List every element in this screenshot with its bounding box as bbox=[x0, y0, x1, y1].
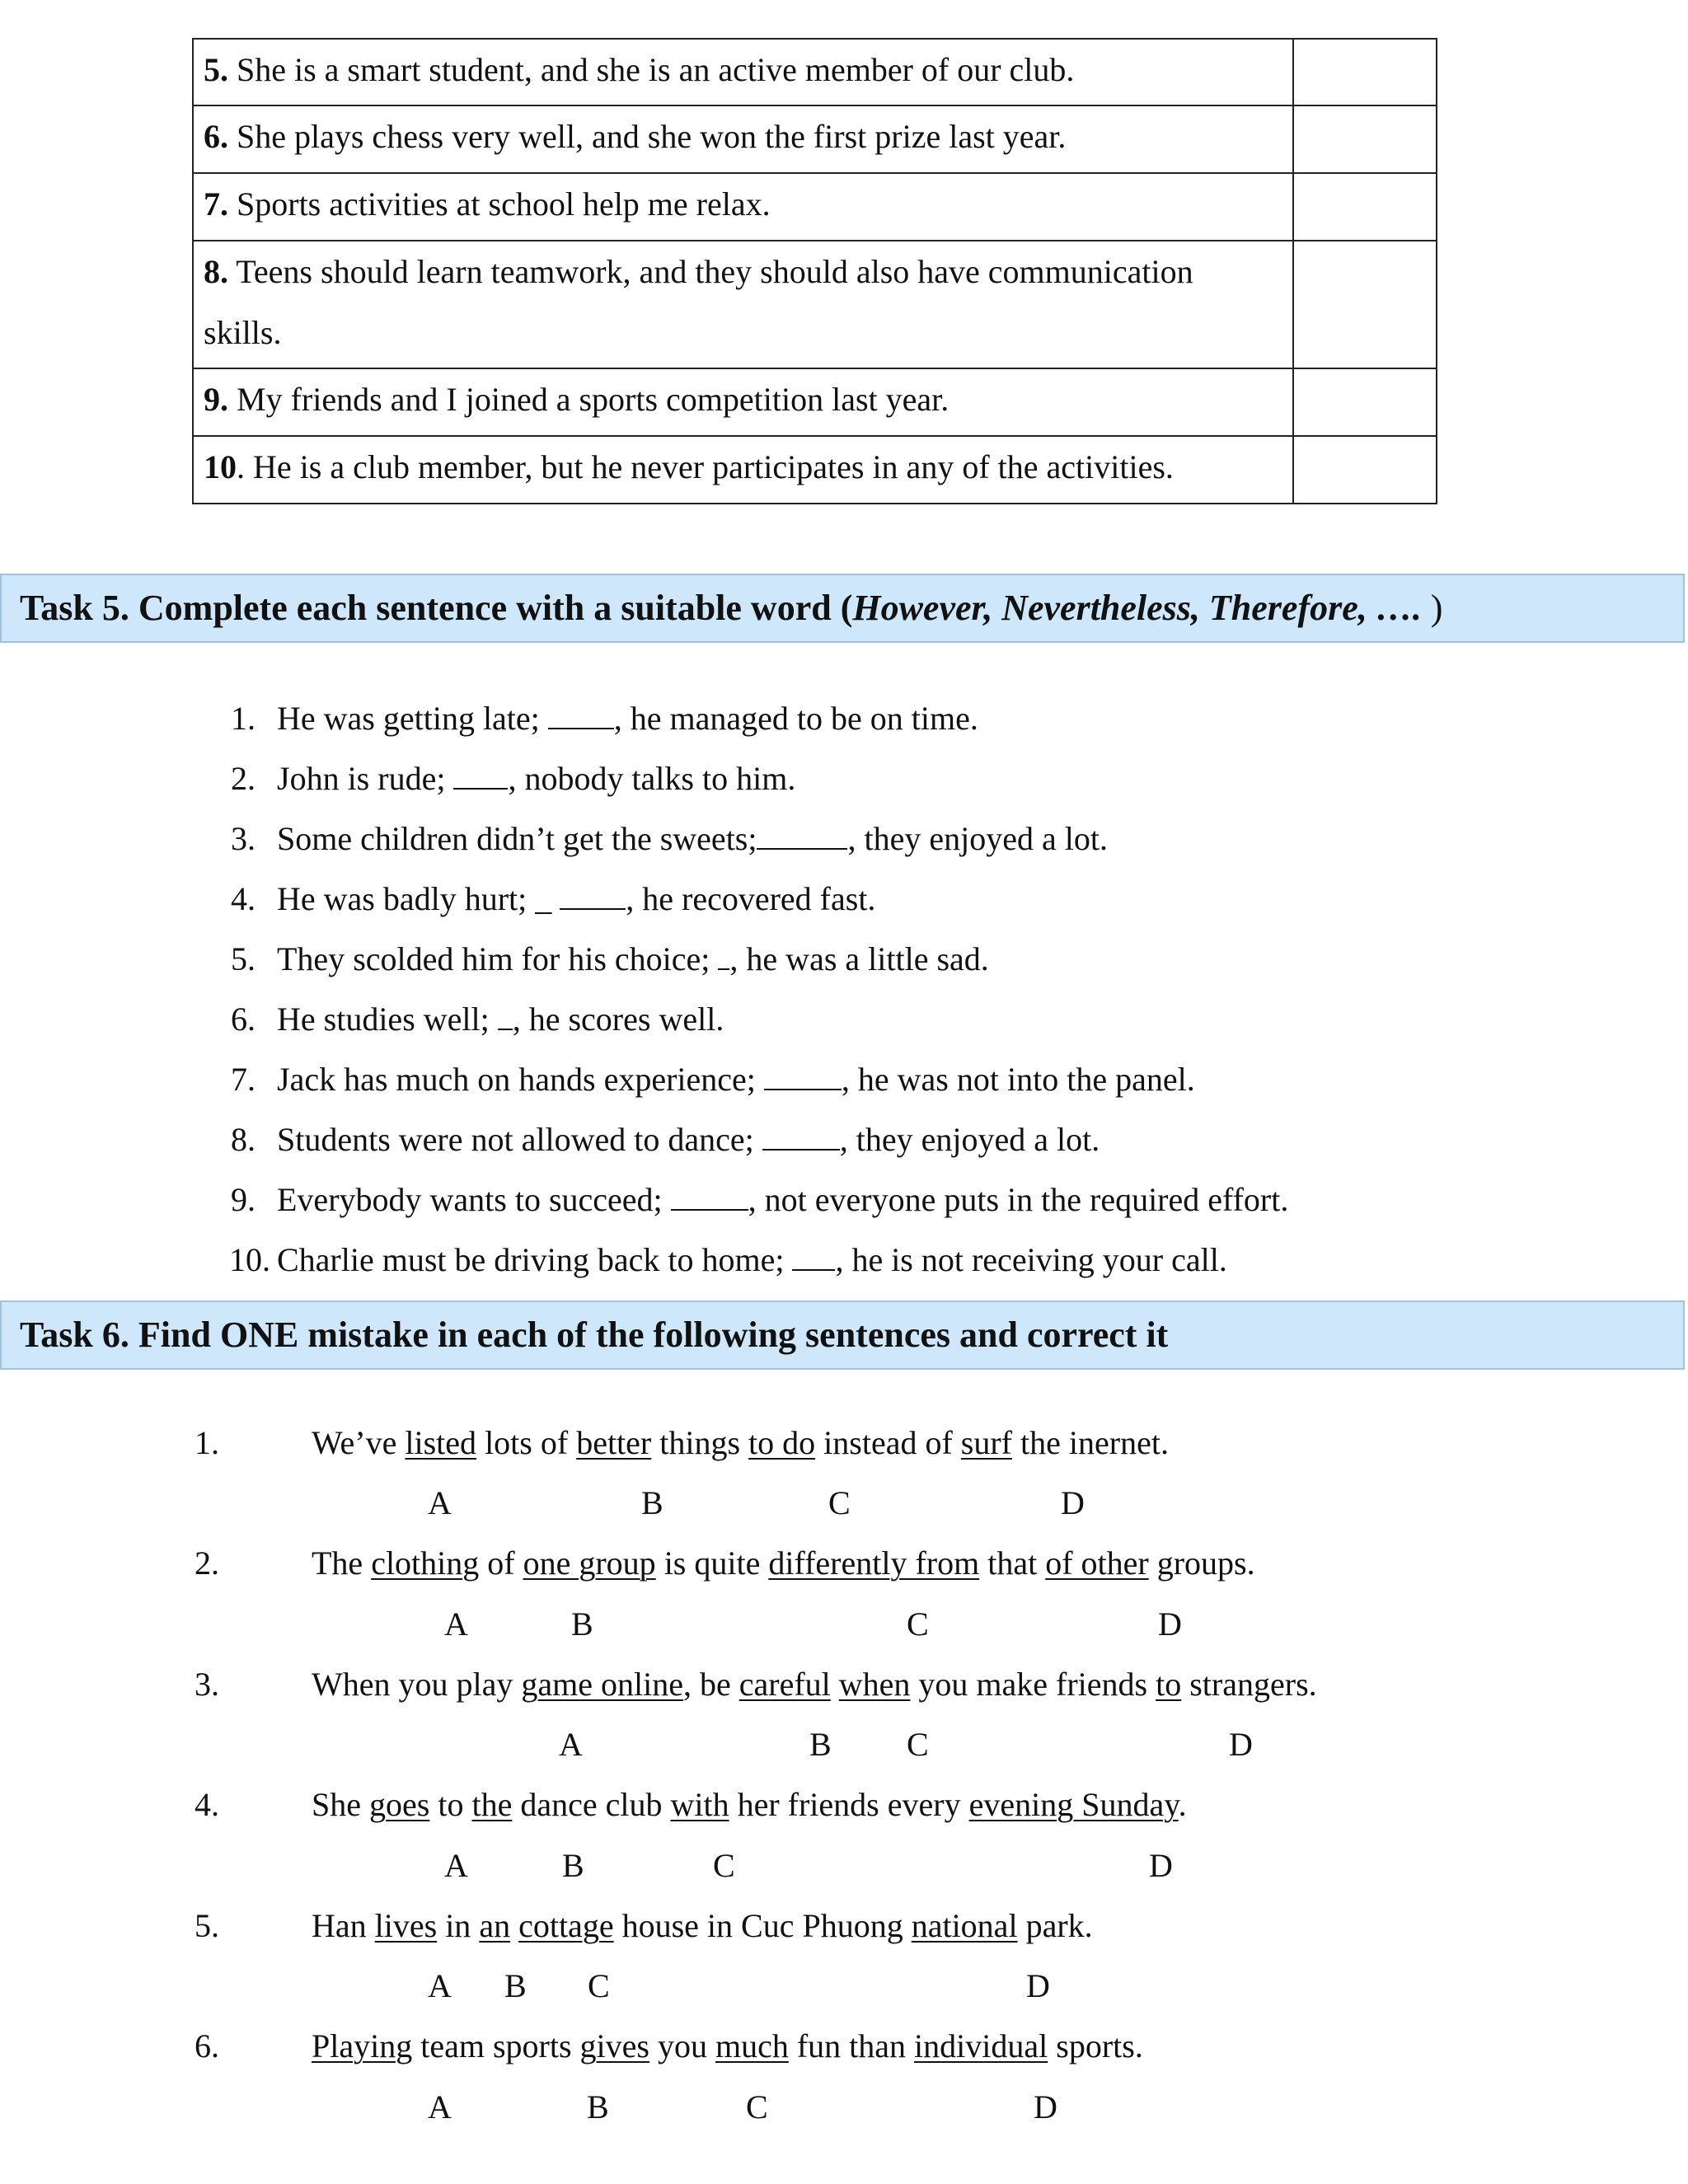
item-text: to bbox=[429, 1786, 472, 1823]
table-cell-sentence bbox=[193, 105, 1293, 173]
option-c-label[interactable]: C bbox=[746, 2088, 768, 2125]
item-text: , he was a little sad. bbox=[729, 940, 989, 977]
table-cell-sentence bbox=[193, 173, 1293, 241]
item-text: Charlie must be driving back to home; bbox=[277, 1241, 793, 1278]
item-text: He was getting late; bbox=[277, 700, 548, 737]
option-a-label[interactable]: A bbox=[444, 1605, 468, 1643]
table-row bbox=[193, 173, 1437, 241]
item-number: 6. bbox=[195, 2027, 219, 2064]
option-a-label[interactable]: A bbox=[444, 1847, 468, 1884]
blank-field[interactable] bbox=[764, 1061, 842, 1090]
option-d-label[interactable]: D bbox=[1229, 1726, 1253, 1763]
list-item bbox=[312, 1906, 1093, 1946]
option-d-text: national bbox=[911, 1907, 1018, 1944]
option-d-label[interactable]: D bbox=[1026, 1967, 1050, 2004]
option-a-label[interactable]: A bbox=[428, 2088, 452, 2125]
answer-cell[interactable] bbox=[1293, 39, 1437, 105]
option-b-label[interactable]: B bbox=[587, 2088, 609, 2125]
item-text: that bbox=[979, 1544, 1046, 1582]
list-item bbox=[277, 1240, 1227, 1280]
item-text: team sports bbox=[412, 2027, 580, 2064]
option-c-label[interactable]: C bbox=[828, 1484, 851, 1521]
option-d-text: to bbox=[1156, 1666, 1182, 1703]
item-number: 1. bbox=[231, 700, 256, 737]
option-b-label[interactable]: B bbox=[641, 1484, 663, 1521]
option-b-text: gives bbox=[579, 2027, 649, 2064]
blank-field[interactable] bbox=[792, 1241, 835, 1271]
list-item bbox=[277, 759, 795, 799]
item-text: He was badly hurt; _ bbox=[277, 880, 560, 917]
list-item bbox=[312, 1665, 1317, 1704]
item-text: , they enjoyed a lot. bbox=[839, 1121, 1100, 1158]
option-a-text: game online bbox=[521, 1666, 683, 1703]
option-c-text: with bbox=[670, 1786, 729, 1823]
table-cell-sentence bbox=[193, 436, 1293, 504]
answer-cell[interactable] bbox=[1293, 173, 1437, 241]
option-c-text: differently from bbox=[768, 1544, 980, 1582]
item-text: We’ve bbox=[312, 1424, 406, 1461]
item-text: , he was not into the panel. bbox=[841, 1061, 1195, 1098]
option-a-label[interactable]: A bbox=[428, 1967, 452, 2004]
item-text: in bbox=[437, 1907, 480, 1944]
option-d-label[interactable]: D bbox=[1061, 1484, 1085, 1521]
item-text: , be bbox=[682, 1666, 739, 1703]
option-d-label[interactable]: D bbox=[1149, 1847, 1173, 1884]
item-text: lots of bbox=[476, 1424, 577, 1461]
option-d-text: of other bbox=[1045, 1544, 1149, 1582]
list-item bbox=[277, 1120, 1100, 1160]
option-d-text: evening Sunday bbox=[968, 1786, 1179, 1823]
task5-title-end: ) bbox=[1421, 588, 1443, 628]
item-number: 6. bbox=[231, 1001, 256, 1038]
list-item bbox=[312, 1785, 1187, 1825]
row-sentence: My friends and I joined a sports competition last year. bbox=[237, 381, 950, 418]
answer-cell[interactable] bbox=[1293, 368, 1437, 436]
option-c-text: cottage bbox=[518, 1907, 614, 1944]
item-text: things bbox=[651, 1424, 749, 1461]
blank-field[interactable] bbox=[453, 760, 508, 790]
option-a-label[interactable]: A bbox=[428, 1484, 452, 1521]
item-text: the inernet. bbox=[1012, 1424, 1169, 1461]
row-sentence: . He is a club member, but he never participates in any of the activities. bbox=[237, 448, 1174, 485]
item-number: 5. bbox=[231, 940, 256, 977]
option-a-text: Playing bbox=[312, 2027, 413, 2064]
item-number: 4. bbox=[195, 1786, 219, 1823]
option-b-label[interactable]: B bbox=[809, 1726, 832, 1763]
list-item bbox=[277, 1060, 1195, 1099]
item-text: instead of bbox=[815, 1424, 961, 1461]
row-number: 9. bbox=[204, 381, 228, 418]
table-cell-sentence bbox=[193, 39, 1293, 105]
option-b-label[interactable]: B bbox=[571, 1605, 593, 1643]
item-text: sports. bbox=[1048, 2027, 1143, 2064]
list-item bbox=[277, 1180, 1288, 1220]
item-text: park. bbox=[1017, 1907, 1093, 1944]
item-text: house in Cuc Phuong bbox=[613, 1907, 912, 1944]
item-number: 2. bbox=[195, 1544, 219, 1582]
blank-field[interactable] bbox=[762, 1121, 840, 1151]
option-c-label[interactable]: C bbox=[713, 1847, 735, 1884]
task5-title-words: However, Nevertheless, Therefore, …. bbox=[852, 588, 1422, 628]
item-text: She bbox=[312, 1786, 369, 1823]
item-text: you bbox=[649, 2027, 715, 2064]
item-text: , they enjoyed a lot. bbox=[847, 820, 1108, 857]
answer-cell[interactable] bbox=[1293, 241, 1437, 368]
item-text: is quite bbox=[655, 1544, 769, 1582]
item-text: , not everyone puts in the required effort. bbox=[748, 1181, 1289, 1218]
item-text: He studies well; bbox=[277, 1001, 498, 1038]
option-b-label[interactable]: B bbox=[562, 1847, 584, 1884]
row-sentence: She plays chess very well, and she won the first prize last year. bbox=[237, 118, 1067, 155]
item-text: Han bbox=[312, 1907, 375, 1944]
list-item bbox=[277, 819, 1108, 859]
option-c-text: when bbox=[838, 1666, 911, 1703]
item-text: , he recovered fast. bbox=[626, 880, 876, 917]
row-number: 8. bbox=[204, 253, 228, 290]
option-c-label[interactable]: C bbox=[907, 1726, 929, 1763]
option-c-label[interactable]: C bbox=[588, 1967, 610, 2004]
item-text: , he managed to be on time. bbox=[613, 700, 978, 737]
option-d-label[interactable]: D bbox=[1158, 1605, 1182, 1643]
option-d-text: individual bbox=[914, 2027, 1048, 2064]
answer-cell[interactable] bbox=[1293, 105, 1437, 173]
row-sentence: Sports activities at school help me relax. bbox=[237, 185, 771, 223]
row-number: 6. bbox=[204, 118, 228, 155]
item-text: , nobody talks to him. bbox=[508, 760, 796, 797]
item-text: Jack has much on hands experience; bbox=[277, 1061, 764, 1098]
answer-cell[interactable] bbox=[1293, 436, 1437, 504]
option-b-text: better bbox=[576, 1424, 652, 1461]
item-text: of bbox=[479, 1544, 523, 1582]
item-text: Everybody wants to succeed; bbox=[277, 1181, 671, 1218]
item-number: 1. bbox=[195, 1424, 219, 1461]
item-number: 7. bbox=[231, 1061, 256, 1098]
option-b-text: one group bbox=[523, 1544, 656, 1582]
list-item bbox=[277, 879, 875, 919]
row-number: 7. bbox=[204, 185, 228, 223]
item-text: John is rude; bbox=[277, 760, 454, 797]
table-row bbox=[193, 39, 1437, 105]
item-text: , he scores well. bbox=[512, 1001, 724, 1038]
task6-header bbox=[0, 1301, 1685, 1370]
answer-table bbox=[192, 38, 1437, 504]
list-item bbox=[277, 940, 989, 979]
row-sentence: Teens should learn teamwork, and they should also have communication bbox=[236, 253, 1193, 290]
item-text: dance club bbox=[512, 1786, 671, 1823]
blank-field[interactable] bbox=[718, 940, 729, 970]
blank-field[interactable] bbox=[757, 820, 847, 850]
option-b-text: careful bbox=[738, 1666, 831, 1703]
task5-header bbox=[0, 574, 1685, 643]
item-text: When you play bbox=[312, 1666, 522, 1703]
item-text: fun than bbox=[788, 2027, 915, 2064]
item-number: 5. bbox=[195, 1907, 219, 1944]
table-cell-sentence bbox=[193, 241, 1293, 368]
item-text: Students were not allowed to dance; bbox=[277, 1121, 762, 1158]
option-b-label[interactable]: B bbox=[504, 1967, 527, 2004]
item-number: 2. bbox=[231, 760, 256, 797]
list-item bbox=[277, 699, 978, 738]
option-a-text: clothing bbox=[371, 1544, 480, 1582]
item-number: 4. bbox=[231, 880, 256, 917]
item-number: 10. bbox=[229, 1241, 270, 1278]
option-c-text: much bbox=[715, 2027, 789, 2064]
table-row bbox=[193, 105, 1437, 173]
blank-field[interactable] bbox=[560, 880, 626, 910]
item-text bbox=[510, 1907, 518, 1944]
item-text: . bbox=[1178, 1786, 1187, 1823]
list-item bbox=[312, 1423, 1169, 1463]
option-d-label[interactable]: D bbox=[1034, 2088, 1057, 2125]
table-row bbox=[193, 436, 1437, 504]
item-text bbox=[831, 1666, 839, 1703]
option-a-text: lives bbox=[374, 1907, 438, 1944]
item-number: 3. bbox=[195, 1666, 219, 1703]
item-text: you make friends bbox=[910, 1666, 1156, 1703]
option-c-label[interactable]: C bbox=[907, 1605, 929, 1643]
item-number: 9. bbox=[231, 1181, 256, 1218]
list-item bbox=[277, 1000, 724, 1039]
blank-field[interactable] bbox=[548, 700, 614, 729]
option-b-text: an bbox=[479, 1907, 511, 1944]
item-text: , he is not receiving your call. bbox=[835, 1241, 1227, 1278]
list-item bbox=[312, 2027, 1143, 2066]
item-text: They scolded him for his choice; bbox=[277, 940, 719, 977]
item-text: her friends every bbox=[729, 1786, 969, 1823]
option-d-text: surf bbox=[960, 1424, 1013, 1461]
option-a-label[interactable]: A bbox=[559, 1726, 583, 1763]
option-b-text: the bbox=[471, 1786, 513, 1823]
table-row bbox=[193, 241, 1437, 368]
row-sentence-cont: skills. bbox=[204, 314, 282, 351]
row-number: 10 bbox=[204, 448, 237, 485]
row-sentence: She is a smart student, and she is an active member of our club. bbox=[237, 51, 1075, 88]
task6-title: Task 6. Find ONE mistake in each of the following sentences and correct it bbox=[20, 1315, 1169, 1355]
item-text: groups. bbox=[1148, 1544, 1255, 1582]
item-number: 8. bbox=[231, 1121, 256, 1158]
blank-field[interactable] bbox=[498, 1001, 513, 1030]
option-c-text: to do bbox=[748, 1424, 816, 1461]
task5-title: Task 5. Complete each sentence with a suitable word ( bbox=[20, 588, 853, 628]
item-text: Some children didn’t get the sweets; bbox=[277, 820, 757, 857]
item-text: The bbox=[312, 1544, 372, 1582]
item-text: strangers. bbox=[1181, 1666, 1317, 1703]
option-a-text: listed bbox=[405, 1424, 477, 1461]
table-row bbox=[193, 368, 1437, 436]
table-cell-sentence bbox=[193, 368, 1293, 436]
option-a-text: goes bbox=[369, 1786, 430, 1823]
item-number: 3. bbox=[231, 820, 256, 857]
row-number: 5. bbox=[204, 51, 228, 88]
list-item bbox=[312, 1544, 1255, 1583]
blank-field[interactable] bbox=[671, 1181, 748, 1211]
